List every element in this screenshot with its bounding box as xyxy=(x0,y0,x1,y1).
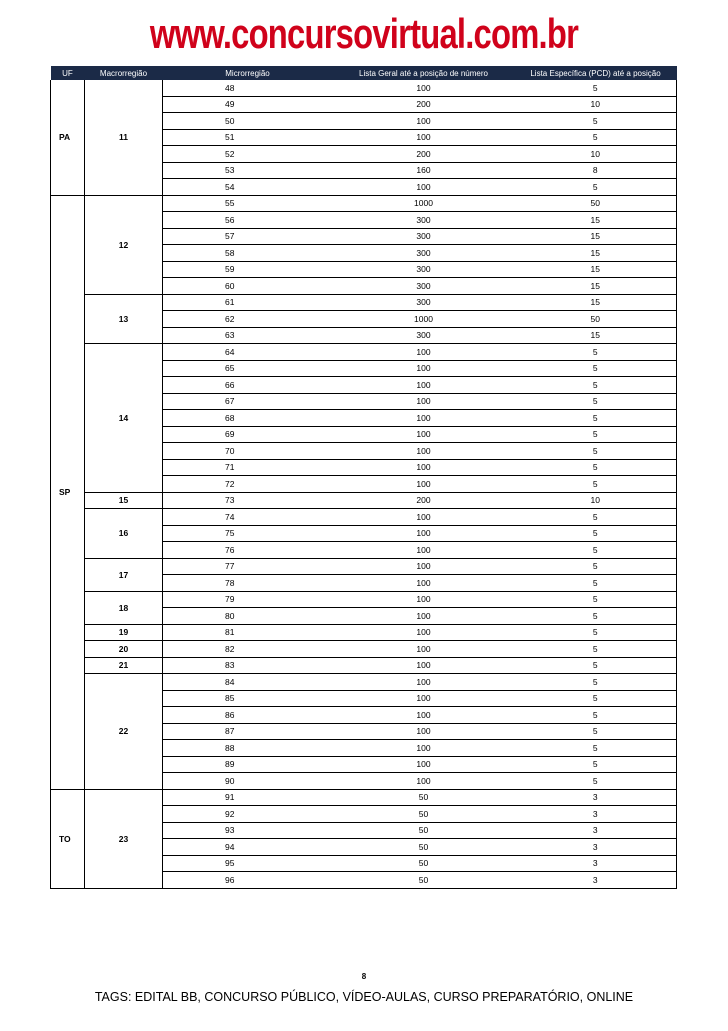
lista-pcd-cell: 15 xyxy=(515,261,677,278)
lista-geral-cell: 100 xyxy=(333,740,515,757)
lista-geral-cell: 100 xyxy=(333,179,515,196)
microrregiao-cell: 81 xyxy=(163,624,333,641)
lista-geral-cell: 50 xyxy=(333,855,515,872)
macrorregiao-cell: 14 xyxy=(85,344,163,493)
table-row xyxy=(51,591,677,608)
lista-geral-cell: 300 xyxy=(333,327,515,344)
microrregiao-cell: 60 xyxy=(163,278,333,295)
table-row xyxy=(51,657,677,674)
table-row xyxy=(51,641,677,658)
lista-geral-cell: 100 xyxy=(333,525,515,542)
microrregiao-cell: 64 xyxy=(163,344,333,361)
lista-pcd-cell: 5 xyxy=(515,542,677,559)
lista-pcd-cell: 15 xyxy=(515,212,677,229)
lista-pcd-cell: 15 xyxy=(515,327,677,344)
lista-pcd-cell: 5 xyxy=(515,773,677,790)
lista-pcd-cell: 3 xyxy=(515,839,677,856)
vacancy-table xyxy=(50,66,677,889)
microrregiao-cell: 55 xyxy=(163,195,333,212)
table-row xyxy=(51,344,677,361)
table-row xyxy=(51,789,677,806)
lista-geral-cell: 100 xyxy=(333,707,515,724)
microrregiao-cell: 73 xyxy=(163,492,333,509)
lista-geral-cell: 50 xyxy=(333,872,515,889)
lista-geral-cell: 100 xyxy=(333,674,515,691)
lista-geral-cell: 100 xyxy=(333,756,515,773)
lista-geral-cell: 100 xyxy=(333,690,515,707)
lista-geral-cell: 100 xyxy=(333,393,515,410)
microrregiao-cell: 69 xyxy=(163,426,333,443)
lista-pcd-cell: 5 xyxy=(515,674,677,691)
lista-geral-cell: 300 xyxy=(333,261,515,278)
table-row xyxy=(51,492,677,509)
microrregiao-cell: 49 xyxy=(163,96,333,113)
lista-pcd-cell: 50 xyxy=(515,195,677,212)
lista-geral-cell: 300 xyxy=(333,228,515,245)
microrregiao-cell: 83 xyxy=(163,657,333,674)
lista-pcd-cell: 3 xyxy=(515,855,677,872)
lista-pcd-cell: 5 xyxy=(515,129,677,146)
microrregiao-cell: 74 xyxy=(163,509,333,526)
lista-pcd-cell: 5 xyxy=(515,476,677,493)
lista-geral-cell: 200 xyxy=(333,492,515,509)
lista-geral-cell: 100 xyxy=(333,426,515,443)
lista-pcd-cell: 5 xyxy=(515,624,677,641)
column-header-lista-geral: Lista Geral até a posição de número xyxy=(333,66,515,80)
microrregiao-cell: 92 xyxy=(163,806,333,823)
microrregiao-cell: 87 xyxy=(163,723,333,740)
lista-geral-cell: 300 xyxy=(333,245,515,262)
uf-cell: TO xyxy=(51,789,85,888)
lista-geral-cell: 1000 xyxy=(333,311,515,328)
microrregiao-cell: 78 xyxy=(163,575,333,592)
lista-pcd-cell: 5 xyxy=(515,740,677,757)
lista-pcd-cell: 5 xyxy=(515,690,677,707)
lista-pcd-cell: 5 xyxy=(515,426,677,443)
macrorregiao-cell: 12 xyxy=(85,195,163,294)
macrorregiao-cell: 17 xyxy=(85,558,163,591)
lista-pcd-cell: 5 xyxy=(515,657,677,674)
lista-pcd-cell: 15 xyxy=(515,294,677,311)
lista-geral-cell: 100 xyxy=(333,723,515,740)
lista-geral-cell: 100 xyxy=(333,129,515,146)
lista-pcd-cell: 15 xyxy=(515,278,677,295)
uf-cell: PA xyxy=(51,80,85,195)
lista-geral-cell: 100 xyxy=(333,509,515,526)
lista-pcd-cell: 15 xyxy=(515,245,677,262)
footer-tags: TAGS: EDITAL BB, CONCURSO PÚBLICO, VÍDEO-AULAS, CURSO PREPARATÓRIO, ONLINE xyxy=(94,990,634,1004)
lista-pcd-cell: 5 xyxy=(515,393,677,410)
column-header-microrregiao: Microrregião xyxy=(163,66,333,80)
lista-pcd-cell: 10 xyxy=(515,96,677,113)
lista-geral-cell: 100 xyxy=(333,773,515,790)
lista-pcd-cell: 3 xyxy=(515,806,677,823)
lista-geral-cell: 100 xyxy=(333,542,515,559)
microrregiao-cell: 56 xyxy=(163,212,333,229)
microrregiao-cell: 66 xyxy=(163,377,333,394)
column-header-uf: UF xyxy=(51,66,85,80)
macrorregiao-cell: 19 xyxy=(85,624,163,641)
uf-cell: SP xyxy=(51,195,85,789)
macrorregiao-cell: 13 xyxy=(85,294,163,344)
lista-pcd-cell: 5 xyxy=(515,558,677,575)
lista-geral-cell: 100 xyxy=(333,443,515,460)
microrregiao-cell: 72 xyxy=(163,476,333,493)
lista-pcd-cell: 5 xyxy=(515,575,677,592)
lista-pcd-cell: 5 xyxy=(515,179,677,196)
microrregiao-cell: 65 xyxy=(163,360,333,377)
table-row xyxy=(51,624,677,641)
lista-pcd-cell: 5 xyxy=(515,608,677,625)
microrregiao-cell: 54 xyxy=(163,179,333,196)
microrregiao-cell: 63 xyxy=(163,327,333,344)
lista-pcd-cell: 10 xyxy=(515,492,677,509)
lista-geral-cell: 50 xyxy=(333,822,515,839)
microrregiao-cell: 52 xyxy=(163,146,333,163)
lista-geral-cell: 300 xyxy=(333,294,515,311)
lista-geral-cell: 100 xyxy=(333,80,515,96)
lista-pcd-cell: 5 xyxy=(515,525,677,542)
lista-pcd-cell: 5 xyxy=(515,591,677,608)
lista-geral-cell: 300 xyxy=(333,212,515,229)
lista-pcd-cell: 8 xyxy=(515,162,677,179)
microrregiao-cell: 80 xyxy=(163,608,333,625)
macrorregiao-cell: 22 xyxy=(85,674,163,790)
microrregiao-cell: 76 xyxy=(163,542,333,559)
lista-pcd-cell: 3 xyxy=(515,822,677,839)
macrorregiao-cell: 11 xyxy=(85,80,163,195)
microrregiao-cell: 88 xyxy=(163,740,333,757)
lista-geral-cell: 100 xyxy=(333,113,515,130)
microrregiao-cell: 95 xyxy=(163,855,333,872)
lista-geral-cell: 160 xyxy=(333,162,515,179)
column-header-macrorregiao: Macrorregião xyxy=(85,66,163,80)
microrregiao-cell: 96 xyxy=(163,872,333,889)
lista-pcd-cell: 5 xyxy=(515,756,677,773)
microrregiao-cell: 61 xyxy=(163,294,333,311)
lista-pcd-cell: 3 xyxy=(515,789,677,806)
lista-pcd-cell: 3 xyxy=(515,872,677,889)
lista-pcd-cell: 10 xyxy=(515,146,677,163)
macrorregiao-cell: 18 xyxy=(85,591,163,624)
lista-geral-cell: 100 xyxy=(333,459,515,476)
table-row xyxy=(51,558,677,575)
lista-pcd-cell: 5 xyxy=(515,707,677,724)
lista-pcd-cell: 5 xyxy=(515,360,677,377)
macrorregiao-cell: 21 xyxy=(85,657,163,674)
microrregiao-cell: 62 xyxy=(163,311,333,328)
lista-pcd-cell: 5 xyxy=(515,443,677,460)
microrregiao-cell: 93 xyxy=(163,822,333,839)
lista-geral-cell: 100 xyxy=(333,377,515,394)
lista-geral-cell: 100 xyxy=(333,624,515,641)
microrregiao-cell: 89 xyxy=(163,756,333,773)
microrregiao-cell: 82 xyxy=(163,641,333,658)
microrregiao-cell: 59 xyxy=(163,261,333,278)
lista-geral-cell: 100 xyxy=(333,591,515,608)
microrregiao-cell: 77 xyxy=(163,558,333,575)
lista-geral-cell: 100 xyxy=(333,641,515,658)
lista-pcd-cell: 5 xyxy=(515,113,677,130)
microrregiao-cell: 85 xyxy=(163,690,333,707)
lista-pcd-cell: 5 xyxy=(515,377,677,394)
microrregiao-cell: 67 xyxy=(163,393,333,410)
lista-geral-cell: 50 xyxy=(333,789,515,806)
macrorregiao-cell: 23 xyxy=(85,789,163,888)
table-body xyxy=(51,80,677,888)
lista-pcd-cell: 5 xyxy=(515,509,677,526)
lista-pcd-cell: 5 xyxy=(515,459,677,476)
microrregiao-cell: 68 xyxy=(163,410,333,427)
column-header-lista-pcd: Lista Específica (PCD) até a posição xyxy=(515,66,677,80)
lista-geral-cell: 200 xyxy=(333,96,515,113)
lista-pcd-cell: 5 xyxy=(515,723,677,740)
table-row xyxy=(51,195,677,212)
lista-geral-cell: 300 xyxy=(333,278,515,295)
lista-geral-cell: 100 xyxy=(333,608,515,625)
macrorregiao-cell: 20 xyxy=(85,641,163,658)
site-watermark: www.concursovirtual.com.br xyxy=(149,10,579,57)
macrorregiao-cell: 16 xyxy=(85,509,163,559)
microrregiao-cell: 90 xyxy=(163,773,333,790)
microrregiao-cell: 84 xyxy=(163,674,333,691)
lista-geral-cell: 100 xyxy=(333,410,515,427)
microrregiao-cell: 71 xyxy=(163,459,333,476)
macrorregiao-cell: 15 xyxy=(85,492,163,509)
lista-pcd-cell: 5 xyxy=(515,641,677,658)
page-number: 8 xyxy=(361,972,367,981)
lista-pcd-cell: 5 xyxy=(515,410,677,427)
lista-pcd-cell: 15 xyxy=(515,228,677,245)
lista-geral-cell: 1000 xyxy=(333,195,515,212)
lista-geral-cell: 50 xyxy=(333,839,515,856)
lista-geral-cell: 100 xyxy=(333,344,515,361)
lista-geral-cell: 100 xyxy=(333,657,515,674)
lista-geral-cell: 100 xyxy=(333,575,515,592)
lista-geral-cell: 200 xyxy=(333,146,515,163)
microrregiao-cell: 70 xyxy=(163,443,333,460)
microrregiao-cell: 75 xyxy=(163,525,333,542)
microrregiao-cell: 91 xyxy=(163,789,333,806)
lista-geral-cell: 50 xyxy=(333,806,515,823)
microrregiao-cell: 86 xyxy=(163,707,333,724)
lista-geral-cell: 100 xyxy=(333,360,515,377)
table-row xyxy=(51,509,677,526)
microrregiao-cell: 50 xyxy=(163,113,333,130)
table-row xyxy=(51,674,677,691)
table-row xyxy=(51,80,677,96)
lista-geral-cell: 100 xyxy=(333,558,515,575)
lista-pcd-cell: 50 xyxy=(515,311,677,328)
table-row xyxy=(51,294,677,311)
microrregiao-cell: 48 xyxy=(163,80,333,96)
lista-pcd-cell: 5 xyxy=(515,80,677,96)
microrregiao-cell: 94 xyxy=(163,839,333,856)
microrregiao-cell: 58 xyxy=(163,245,333,262)
microrregiao-cell: 51 xyxy=(163,129,333,146)
lista-geral-cell: 100 xyxy=(333,476,515,493)
table-header-row xyxy=(51,66,677,80)
microrregiao-cell: 53 xyxy=(163,162,333,179)
lista-pcd-cell: 5 xyxy=(515,344,677,361)
microrregiao-cell: 79 xyxy=(163,591,333,608)
microrregiao-cell: 57 xyxy=(163,228,333,245)
